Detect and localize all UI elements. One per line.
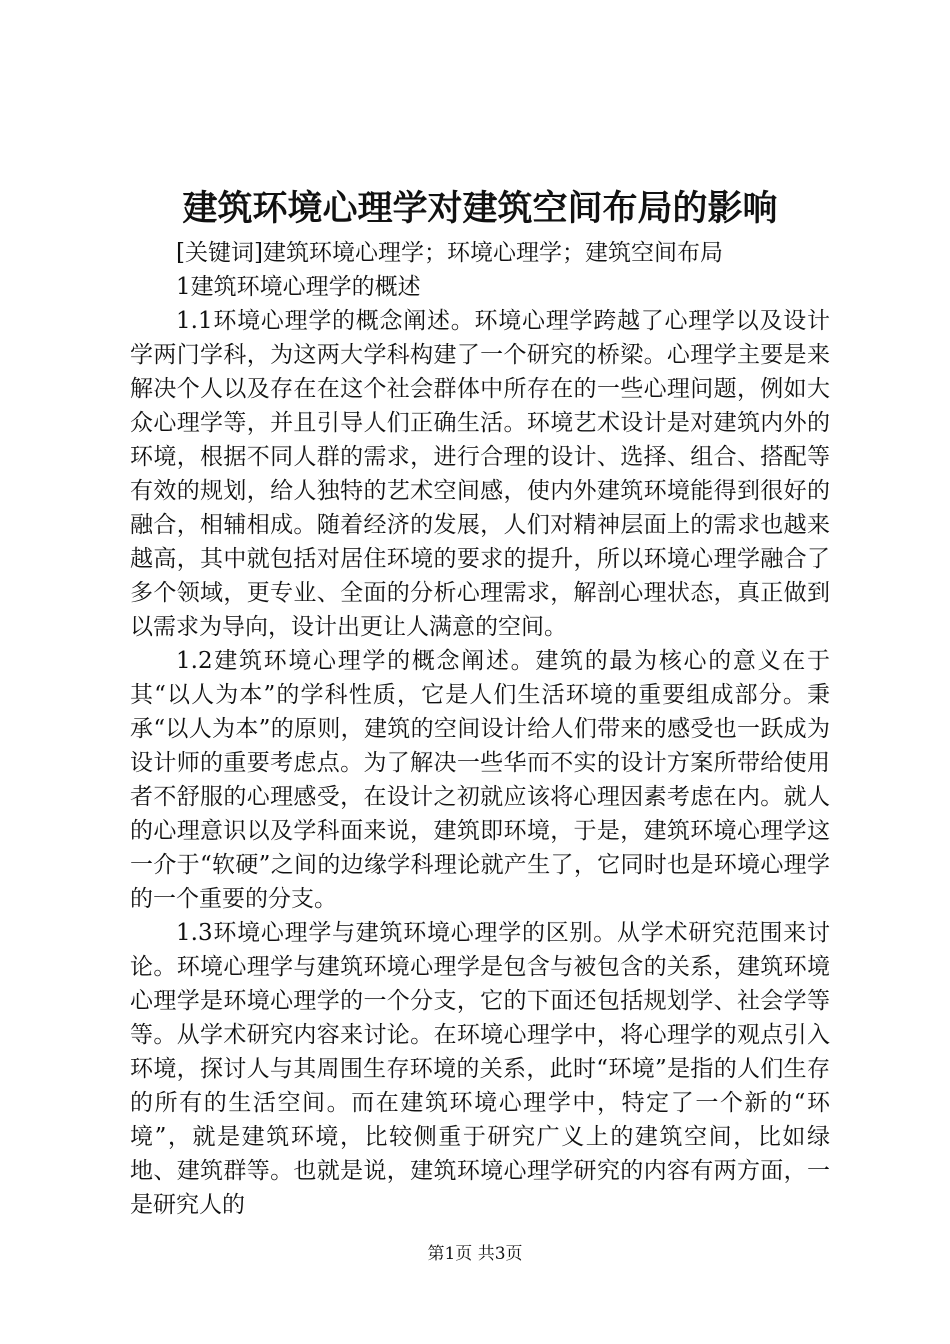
section-heading: 1建筑环境心理学的概述 bbox=[176, 274, 421, 300]
page-number: 第1页 共3页 bbox=[427, 1244, 523, 1264]
document-body bbox=[130, 236, 830, 1222]
paragraph-1-2: 1.2建筑环境心理学的概念阐述。建筑的最为核心的意义在于其“以人为本”的学科性质，它是人们生活环境的重要组成部分。秉承“以人为本”的原则，建筑的空间设计给人们带来的感受也一跃成为设计师的重要考虑点。为了解决一些华而不实的设计方案所带给使用者不舒服的心理感受，在设计之初就应该将心理因素考虑在内。就人的心理意识以及学科面来说，建筑即环境，于是，建筑环境心理学这一介于“软硬”之间的边缘学科理论就产生了，它同时也是环境心理学的一个重要的分支。 bbox=[130, 648, 830, 912]
document-title: 建筑环境心理学对建筑空间布局的影响 bbox=[182, 188, 778, 229]
paragraph-1-3: 1.3环境心理学与建筑环境心理学的区别。从学术研究范围来讨论。环境心理学与建筑环境心理学是包含与被包含的关系，建筑环境心理学是环境心理学的一个分支，它的下面还包括规划学、社会学等等。从学术研究内容来讨论。在环境心理学中，将心理学的观点引入环境，探讨人与其周围生存环境的关系，此时“环境”是指的人们生存的所有的生活空间。而在建筑环境心理学中，特定了一个新的“环境”，就是建筑环境，比较侧重于研究广义上的建筑空间，比如绿地、建筑群等。也就是说，建筑环境心理学研究的内容有两方面，一是研究人的 bbox=[130, 920, 830, 1218]
paragraph-1-1: 1.1环境心理学的概念阐述。环境心理学跨越了心理学以及设计学两门学科，为这两大学科构建了一个研究的桥梁。心理学主要是来解决个人以及存在在这个社会群体中所存在的一些心理问题，例如大众心理学等，并且引导人们正确生活。环境艺术设计是对建筑内外的环境，根据不同人群的需求，进行合理的设计、选择、组合、搭配等有效的规划，给人独特的艺术空间感，使内外建筑环境能得到很好的融合，相辅相成。随着经济的发展，人们对精神层面上的需求也越来越高，其中就包括对居住环境的要求的提升，所以环境心理学融合了多个领域，更专业、全面的分析心理需求，解剖心理状态，真正做到以需求为导向，设计出更让人满意的空间。 bbox=[130, 308, 830, 640]
keywords-line: [关键词]建筑环境心理学；环境心理学；建筑空间布局 bbox=[176, 240, 723, 266]
page-footer bbox=[0, 1242, 950, 1266]
